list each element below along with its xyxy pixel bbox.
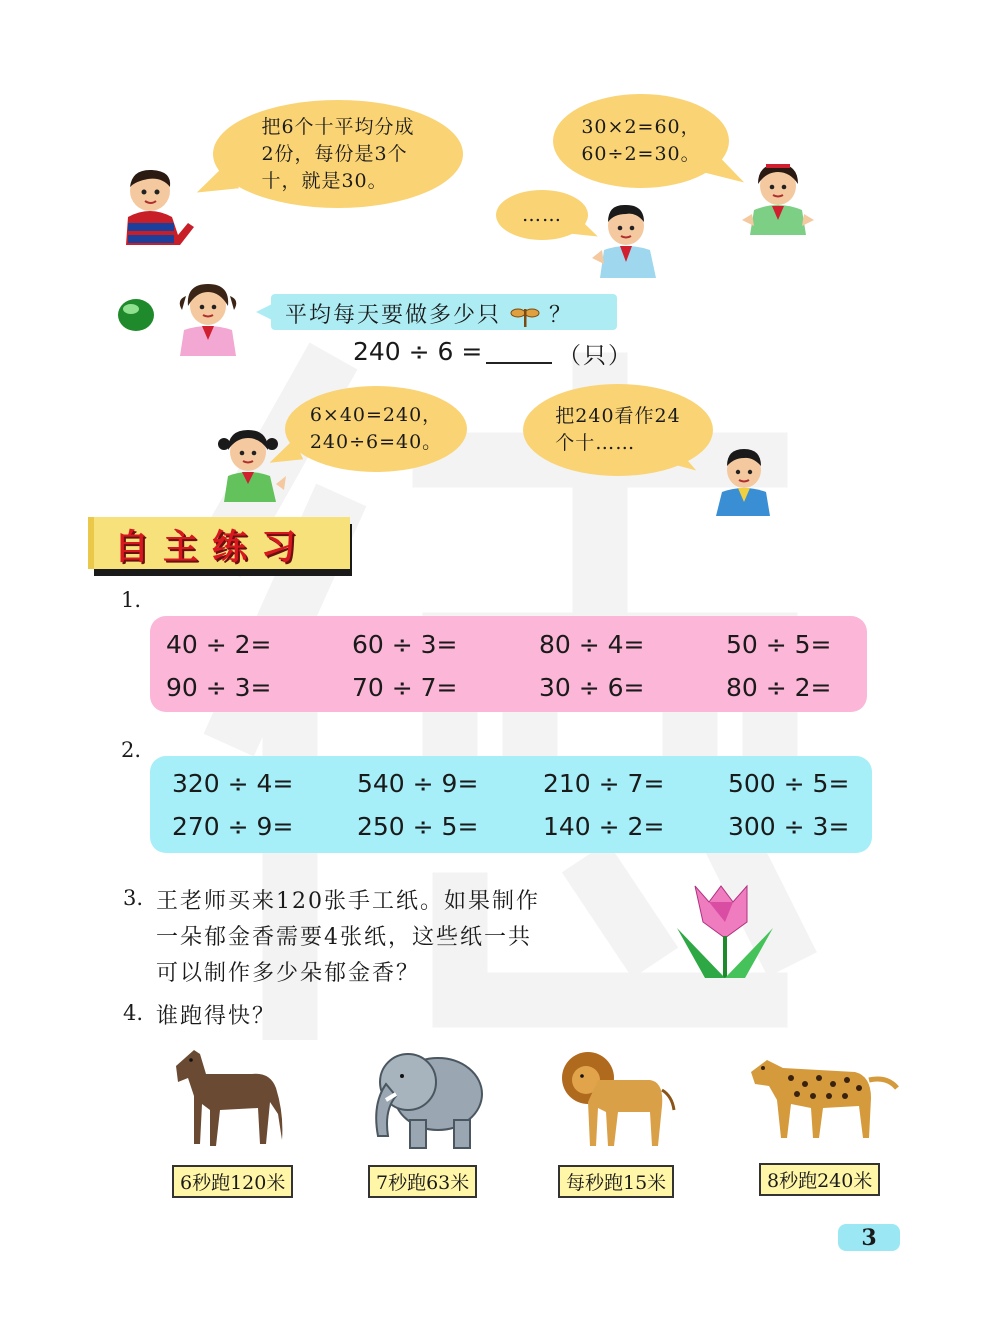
boy-3-illustration bbox=[710, 446, 774, 516]
ex3-line-3: 可以制作多少朵郁金香？ bbox=[156, 961, 421, 986]
leopard-illustration bbox=[747, 1054, 901, 1144]
ex2-item-2: 540 ÷ 9= bbox=[357, 769, 479, 798]
question-unit: （只） bbox=[558, 343, 633, 369]
ex2-item-7: 140 ÷ 2= bbox=[543, 812, 665, 841]
ex1-item-1: 40 ÷ 2= bbox=[166, 630, 272, 659]
boy-1-illustration bbox=[118, 165, 198, 245]
speech-bubble-1 bbox=[213, 100, 463, 208]
ex2-item-4: 500 ÷ 5= bbox=[728, 769, 850, 798]
ex2-item-6: 250 ÷ 5= bbox=[357, 812, 479, 841]
bubble-5-text: 把240看作24 个十…… bbox=[555, 405, 681, 454]
horse-label: 6秒跑120米 bbox=[172, 1165, 293, 1198]
ex2-item-8: 300 ÷ 3= bbox=[728, 812, 850, 841]
ex3-line-2: 一朵郁金香需要4张纸，这些纸一共 bbox=[156, 925, 532, 950]
question-equation: 240 ÷ 6 = bbox=[353, 337, 483, 366]
ex1-item-8: 80 ÷ 2= bbox=[726, 673, 832, 702]
question-band-tail bbox=[256, 304, 272, 320]
question-text: 平均每天要做多少只 bbox=[285, 303, 502, 328]
horse-illustration bbox=[166, 1044, 290, 1150]
speech-bubble-2 bbox=[553, 94, 729, 188]
ex1-item-7: 30 ÷ 6= bbox=[539, 673, 645, 702]
ex2-item-5: 270 ÷ 9= bbox=[172, 812, 294, 841]
ex1-item-4: 50 ÷ 5= bbox=[726, 630, 832, 659]
green-bead-icon bbox=[117, 297, 155, 333]
ex1-number: 1. bbox=[121, 588, 142, 612]
lion-label: 每秒跑15米 bbox=[558, 1165, 674, 1198]
ex3-number: 3. bbox=[123, 886, 144, 910]
page-number-tab bbox=[838, 1224, 900, 1251]
question-end: ？ bbox=[549, 303, 574, 328]
lion-illustration bbox=[558, 1046, 680, 1150]
leopard-label: 8秒跑240米 bbox=[759, 1163, 880, 1196]
page-number: 3 bbox=[861, 1224, 877, 1251]
ex3-line-1: 王老师买来120张手工纸。如果制作 bbox=[156, 889, 540, 914]
ex2-item-1: 320 ÷ 4= bbox=[172, 769, 294, 798]
ex4-text: 谁跑得快？ bbox=[156, 1004, 277, 1029]
tulip-illustration bbox=[675, 878, 775, 982]
ex4-number: 4. bbox=[123, 1001, 144, 1025]
ex2-item-3: 210 ÷ 7= bbox=[543, 769, 665, 798]
elephant-illustration bbox=[366, 1044, 486, 1152]
girl-1-illustration bbox=[738, 160, 818, 235]
dragonfly-kite-icon bbox=[510, 305, 540, 327]
girl-3-illustration bbox=[210, 426, 290, 502]
ex2-number: 2. bbox=[121, 738, 142, 762]
ex1-item-3: 80 ÷ 4= bbox=[539, 630, 645, 659]
girl-2-illustration bbox=[172, 280, 247, 356]
speech-bubble-4 bbox=[285, 386, 467, 472]
bubble-1-text: 把6个十平均分成 2份，每份是3个 十，就是30。 bbox=[261, 115, 415, 192]
ex1-item-5: 90 ÷ 3= bbox=[166, 673, 272, 702]
bubble-2-text: 30×2=60， 60÷2=30。 bbox=[581, 116, 701, 165]
ex1-item-2: 60 ÷ 3= bbox=[352, 630, 458, 659]
elephant-label: 7秒跑63米 bbox=[368, 1165, 477, 1198]
ex1-item-6: 70 ÷ 7= bbox=[352, 673, 458, 702]
question-text-row bbox=[285, 298, 573, 329]
boy-2-illustration bbox=[592, 200, 662, 278]
bubble-3-text: …… bbox=[522, 203, 562, 226]
answer-blank[interactable] bbox=[486, 362, 552, 364]
section-title: 自主练习 bbox=[114, 528, 311, 568]
bubble-4-text: 6×40=240， 240÷6=40。 bbox=[309, 404, 443, 453]
